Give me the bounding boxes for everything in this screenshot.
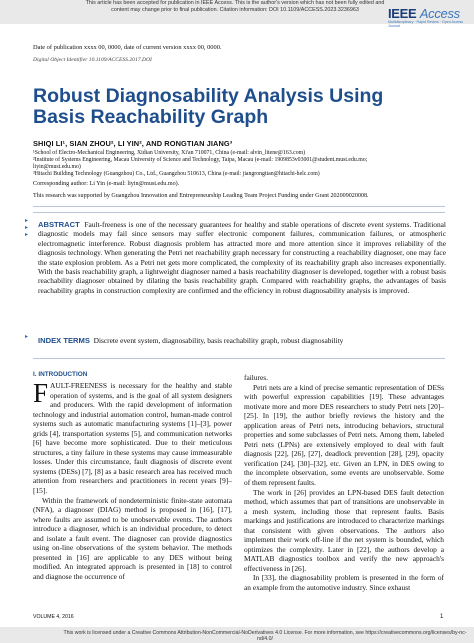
drop-cap: F xyxy=(33,378,49,408)
doi-identifier: Digital Object Identifier 10.1109/ACCESS.2017.DOI xyxy=(33,57,152,63)
affiliation-1: ¹School of Electro-Mechanical Engineering, Xidian University, Xi'an 710071, China (e-mail: alvin_litene@163.com) xyxy=(33,150,306,156)
divider xyxy=(33,358,445,359)
title-line1: Robust Diagnosability Analysis Using xyxy=(33,85,384,107)
divider xyxy=(33,212,445,213)
logo-access-text: Access xyxy=(419,6,460,21)
publication-dates: Date of publication xxxx 00, 0000, date of current version xxxx 00, 0000. xyxy=(33,44,222,51)
affiliation-2: ²Institute of Systems Engineering, Macau University of Science and Technology, Taipa, Macau (e-mail: 1909853v03001@student.must.edu.mo; xyxy=(33,157,368,163)
triangle-icon: ▸ xyxy=(25,334,29,340)
right-paragraph-0: failures. xyxy=(244,373,269,382)
right-paragraph-2: The work in [26] provides an LPN-based DES fault detection method, which assumes that part of transitions are unobservable in a mesh system, including those that represent faults. Basis markings and justifications are introduced to characterize markings that consistent with given observations. The authors also implement their work off-line if the net system is bounded, which optimizes the complexity. Later in [22], the authors develop a MATLAB diagnostics toolbox and verify the new approach's effectiveness in [26]. xyxy=(244,487,444,573)
section-marker xyxy=(25,218,31,239)
section-heading: I. INTRODUCTION xyxy=(33,371,88,378)
accepted-notice xyxy=(70,0,400,14)
column-left xyxy=(33,378,232,581)
page-number: 1 xyxy=(440,614,444,620)
title-line2: Basis Reachability Graph xyxy=(33,106,269,128)
section-marker xyxy=(25,334,31,341)
logo-tagline: Multidisciplinary · Rapid Review · Open Access Journal xyxy=(388,20,464,28)
intro-paragraph-1-text: AULT-FREENESS is necessary for the healthy and stable operation of systems, and is the goal of all system designers and producers. With the rapid development of information technology and industrial automation control, human-made control systems such as automatic manufacturing systems [1]–[3], power grids [4], transportation systems [5], and communication networks [6] have become more sophisticated. Due to their meticulous structures, a tiny failure in these systems may cause immeasurable losses. Under this circumstance, fault diagnosis of discrete event systems (DESs) [7], [8] as a basic research area has received much attention from researchers and practitioners in recent years [9]–[15]. xyxy=(33,381,232,496)
affiliation-3: ³Hitachi Building Technology (Guangzhou) Co., Ltd., Guangzhou 510613, China (e-mail: jiangrongtian@hitachi-helc.com) xyxy=(33,171,320,177)
index-terms xyxy=(38,336,446,345)
right-paragraph-3: In [33], the diagnosability problem is presented in the form of an example from the automotive industry. Since exhaust xyxy=(244,573,444,593)
column-right xyxy=(244,373,444,593)
affiliation-2-cont: liyin@must.edu.mo) xyxy=(33,164,81,170)
intro-paragraph-1 xyxy=(33,378,232,496)
abstract xyxy=(38,220,446,295)
volume-label: VOLUME 4, 2016 xyxy=(33,614,74,620)
intro-paragraph-2: Within the framework of nondeterministic finite-state automata (NFA), a diagnoser (DIAG) method is proposed in [16], [17], where faults are assumed to be unobservable events. The authors introduce a diagnoser, which is an individual procedure, to detect and isolate a fault event. The diagnoser can provide diagnostics using on-line observations of the system behavior. The methods presented in [16] are applicable to any DES without being modified. An integrated approach is presented in [18] to control and diagnose the occurrence of xyxy=(33,495,232,581)
paper-title xyxy=(33,86,453,128)
ieee-access-logo xyxy=(388,6,468,28)
divider xyxy=(33,206,445,207)
accepted-notice-line2: content may change prior to final publication. Citation information: DOI 10.1109/ACCESS.2023.3236963 xyxy=(111,7,359,13)
author-list: SHIQI LI¹, SIAN ZHOU², LI YIN², AND RONGTIAN JIANG³ xyxy=(33,139,233,148)
right-paragraph-1: Petri nets are a kind of precise semantic representation of DESs with powerful expression capabilities [19]. These advantages motivate more and more DES researchers to study Petri nets [20]–[25]. In [19], the author briefly reviews the history and the application areas of Petri nets, introducing behaviors, structural properties and some subclasses of Petri nets. Among them, labeled Petri nets (LPNs) are extensively employed to deal with fault diagnosis [22], [26], [27], deadlock prevention [28], [29], opacity verification [24], [30]–[32], etc. Given an LPN, in DES owing to the incomplete observation, some events are unobservable. Some of them represent faults. xyxy=(244,382,444,488)
index-terms-heading: INDEX TERMS xyxy=(38,336,90,345)
triangle-icon: ▸ xyxy=(25,218,29,224)
abstract-text: Fault-freeness is one of the necessary guarantees for healthy and stable operations of discrete event systems. Traditional diagnostic models may fail since sensors may suffer electronic component failures, communication failures, or atmospheric electromagnetic interference. Robust diagnosis problem has attracted more and more attention since it improves reliability of the diagnosis technology. When generating the Petri net reachability graph necessary for constructing a reachability diagnoser, one may face the state explosion problem. As a Petri net gets more complicated, the complexity of its reachability graph also increases exponentially. With the basis reachability graph, a lightweight diagnoser named a basis reachability diagnoser is developed, together with a robust basis reachability diagnoser obtained by dilating the basis reachability graph. Compared with reachability graphs, the advantages of basis reachability graphs in construction complexity are confirmed and the efficiency in robust diagnosability analysis is improved. xyxy=(38,220,446,295)
abstract-heading: ABSTRACT xyxy=(38,220,80,229)
corresponding-author: Corresponding author: Li Yin (e-mail: liyin@must.edu.mo). xyxy=(33,181,180,187)
triangle-icon: ▸ xyxy=(25,232,29,238)
license-notice: This work is licensed under a Creative Commons Attribution-NonCommercial-NoDerivatives 4.0 License. For more information, see https://creativecommons.org/licenses/by-nc-nd/4.0/ xyxy=(63,630,467,642)
index-terms-text: Discrete event system, diagnosability, basis reachability graph, robust diagnosability xyxy=(93,336,344,345)
logo-ieee-text: IEEE xyxy=(388,6,417,21)
triangle-icon: ▸ xyxy=(25,225,29,231)
accepted-notice-line1: This article has been accepted for publication in IEEE Access. This is the author's version which has not been fully edited and xyxy=(85,0,385,6)
funding-note: This research was supported by Guangzhou Innovation and Entrepreneurship Leading Team Project Funding under Grant 202009020008. xyxy=(33,193,369,199)
